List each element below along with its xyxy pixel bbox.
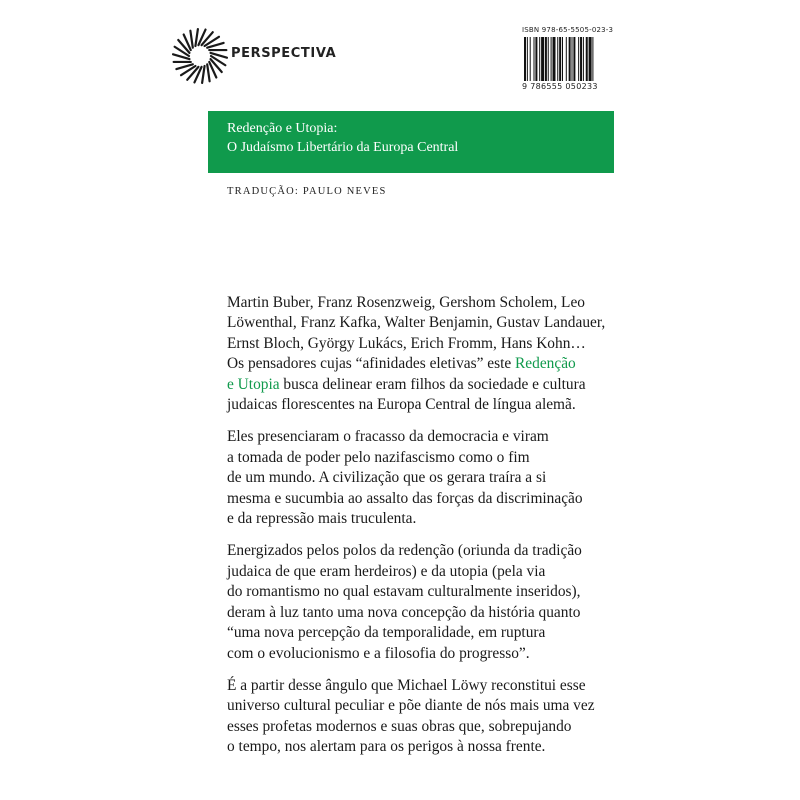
blurb [227,293,607,770]
blurb-line: de um mundo. A civilização que os gerara traíra a si [227,469,547,487]
blurb-paragraph-3 [227,541,607,663]
blurb-line [227,354,607,374]
barcode-digits: 9 786555 050233 [522,82,598,91]
blurb-line: o tempo, nos alertam para os perigos à nossa frente. [227,738,546,756]
blurb-line: deram à luz tanto uma nova concepção da história quanto [227,603,581,621]
blurb-line: e da repressão mais truculenta. [227,510,417,528]
translation-credit: TRADUÇÃO: PAULO NEVES [227,186,387,197]
blurb-line: Ernst Bloch, György Lukács, Erich Fromm, Hans Kohn… [227,334,586,352]
blurb-line: judaicas florescentes na Europa Central de língua alemã. [227,396,576,414]
blurb-line: judaica de que eram herdeiros) e da utopia (pela via [227,562,546,580]
book-subtitle: O Judaísmo Libertário da Europa Central [227,140,459,155]
blurb-paragraph-4 [227,676,607,758]
blurb-line: esses profetas modernos e suas obras que, sobrepujando [227,717,572,735]
blurb-line: “uma nova percepção da temporalidade, em ruptura [227,624,546,642]
blurb-line: a tomada de poder pelo nazifascismo como o fim [227,448,530,466]
blurb-paragraph-1 [227,293,607,415]
blurb-line: universo cultural peculiar e põe diante de nós mais uma vez [227,697,595,715]
book-title: Redenção e Utopia: [227,121,338,136]
isbn-block [522,26,614,91]
blurb-line: com o evolucionismo e a filosofia do progresso”. [227,644,530,662]
blurb-line: mesma e sucumbia ao assalto das forças da discriminação [227,489,583,507]
barcode-icon [522,37,614,81]
highlighted-title: e Utopia [227,375,280,393]
blurb-line: Martin Buber, Franz Rosenzweig, Gershom Scholem, Leo [227,294,585,311]
publisher-name: PERSPECTIVA [231,46,337,61]
blurb-line: É a partir desse ângulo que Michael Löwy reconstitui esse [227,676,586,694]
blurb-line: do romantismo no qual estavam culturalmente inseridos), [227,583,581,601]
blurb-paragraph-2 [227,427,607,529]
blurb-line: Energizados pelos polos da redenção (oriunda da tradição [227,542,582,560]
blurb-line: Eles presenciaram o fracasso da democracia e viram [227,428,549,446]
blurb-text: Os pensadores cujas “afinidades eletivas” este [227,355,516,373]
blurb-line: Löwenthal, Franz Kafka, Walter Benjamin, Gustav Landauer, [227,314,606,332]
isbn-label: ISBN 978-65-5505-023-3 [522,26,614,34]
blurb-line [227,375,607,395]
publisher-logo-icon [170,26,230,86]
blurb-text: busca delinear eram filhos da sociedade e cultura [279,375,586,393]
highlighted-title: Redenção [515,355,576,373]
